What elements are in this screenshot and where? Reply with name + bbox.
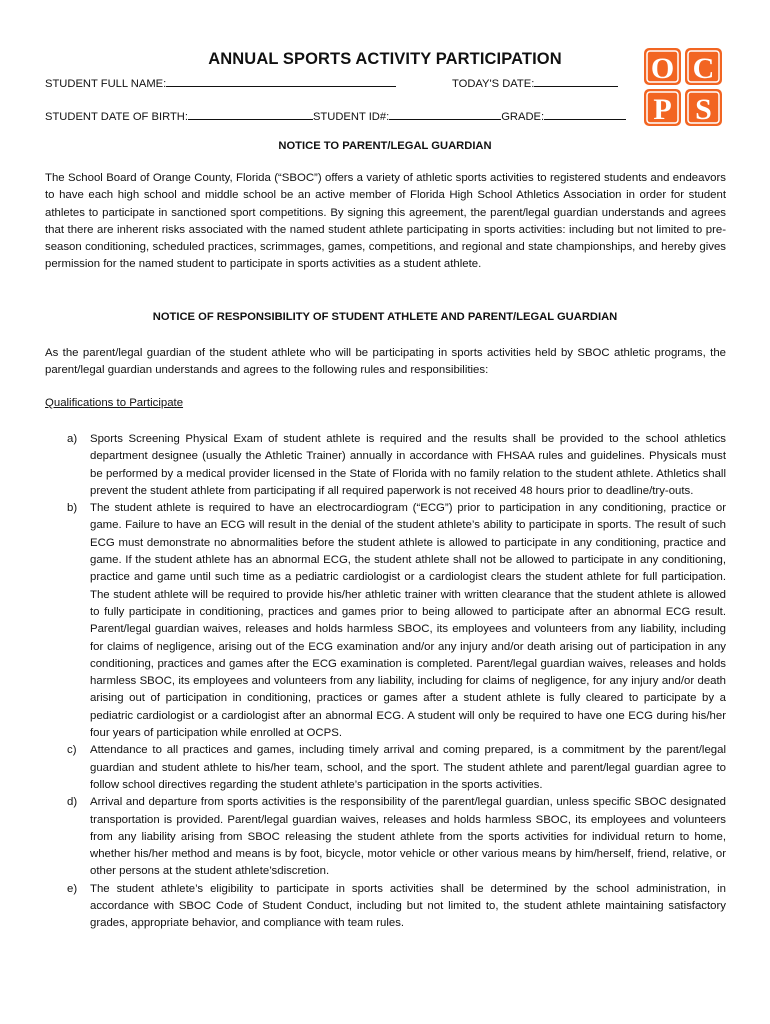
- dob-label: STUDENT DATE OF BIRTH:: [45, 111, 188, 123]
- student-id-input[interactable]: [389, 107, 501, 120]
- todays-date-row: [452, 74, 618, 90]
- grade-label: GRADE:: [501, 111, 545, 123]
- dob-row: [45, 107, 626, 123]
- list-item: [45, 881, 726, 933]
- notice-parent-body: The School Board of Orange County, Florida (“SBOC”) offers a variety of athletic sports activities to registered students and endeavors to have each high school and middle school be an active member of Florida High School Athletics Association in order for student athletes to participate in sanctioned sport competitions. By signing this agreement, the parent/legal guardian understands and agrees that there are inherent risks associated with the named student athlete participating in sports activities: including but not limited to pre-season conditioning, scheduled practices, scrimmages, games, competitions, and regional and state championships, and hereby gives permission for the named student to participate in sports activities as a student athlete.: [45, 172, 726, 271]
- list-marker: d): [67, 796, 78, 809]
- list-item: [45, 742, 726, 794]
- list-marker: c): [67, 744, 77, 757]
- todays-date-input[interactable]: [534, 74, 618, 87]
- student-id-label: STUDENT ID#:: [312, 111, 390, 123]
- list-marker: a): [67, 433, 78, 445]
- svg-text:P: P: [653, 93, 672, 126]
- qualifications-list: [45, 431, 726, 933]
- list-item: [45, 431, 726, 500]
- grade-input[interactable]: [544, 107, 626, 120]
- dob-input[interactable]: [188, 107, 313, 120]
- document-title: ANNUAL SPORTS ACTIVITY PARTICIPATION: [208, 50, 562, 68]
- ocps-logo: [643, 47, 723, 127]
- notice-responsibility-body: As the parent/legal guardian of the student athlete who will be participating in sports activities held by SBOC athletic programs, the parent/legal guardian understands and agrees to the following rules and responsibilities:: [45, 347, 726, 377]
- list-item-text: The student athlete’s eligibility to participate in sports activities shall be determined by the school administration, in accordance with SBOC Code of Student Conduct, including but not limited to, the student athlete maintaining satisfactory grades, appropriate behavior, and compliance with team rules.: [90, 882, 726, 930]
- full-name-label: STUDENT FULL NAME:: [45, 78, 167, 90]
- list-item-text: The student athlete is required to have an electrocardiogram (“ECG”) prior to participation in any conditioning, practice or game. Failure to have an ECG will result in the denial of the student athlete’s ability to participate in sports. The result of such ECG must demonstrate no abnormalities before the student athlete is allowed to participate in any conditioning, practice and game. If the student athlete has an abnormal ECG, the student athlete shall not be allowed to participate in any conditioning, practice and game until such time as a pediatric cardiologist or a cardiologist clears the student athlete for full participation. The student athlete will be required to provide his/her athletic trainer with written clearance that the student athlete is allowed to fully participate in conditioning, practices and games prior to being allowed to participate after an abnormal ECG result. Parent/legal guardian waives, releases and holds harmless SBOC, its employees and volunteers from any liability, including for claims of negligence, arising out of the ECG examination and/or any injury and/or death arising out of participation in any conditioning, practices and games after the ECG examination is completed. Parent/legal guardian waives, releases and holds harmless SBOC, its employees and volunteers from any liability, including for claims of negligence, for any injury and/or death arising out of participation in conditioning, practices or games after a student athlete is fully cleared to participate by a pediatric cardiologist or a cardiologist after an abnormal ECG. A student will only be required to have one ECG during his/her four years of participation while enrolled at OCPS.: [90, 502, 726, 740]
- svg-text:O: O: [650, 52, 675, 85]
- notice-responsibility-heading: NOTICE OF RESPONSIBILITY OF STUDENT ATHLETE AND PARENT/LEGAL GUARDIAN: [152, 311, 618, 323]
- list-item-text: Arrival and departure from sports activities is the responsibility of the parent/legal guardian, unless specific SBOC designated transportation is provided. Parent/legal guardian waives, releases and holds harmless SBOC, its employees and volunteers from any liability arising from SBOC releasing the student athlete from the sports activities for individual return to home, whether his/her method and means is by foot, bicycle, motor vehicle or other various means by him/herself, friend, relative, or other persons at the student athlete’sdiscretion.: [90, 796, 726, 878]
- notice-parent-heading: NOTICE TO PARENT/LEGAL GUARDIAN: [278, 140, 492, 152]
- list-marker: b): [67, 502, 78, 515]
- full-name-input[interactable]: [166, 74, 396, 87]
- logo-tile-c: [685, 48, 722, 85]
- list-item-text: Attendance to all practices and games, including timely arrival and coming prepared, is a commitment by the parent/legal guardian and student athlete to his/her team, school, and the sport. The student athlete and parent/legal guardian agree to follow school directives regarding the student athlete’s participation in the sports activities.: [90, 744, 726, 791]
- svg-text:S: S: [695, 93, 712, 126]
- full-name-row: [45, 74, 396, 90]
- list-item: [45, 794, 726, 880]
- todays-date-label: TODAY'S DATE:: [452, 78, 535, 90]
- logo-tile-s: [685, 89, 722, 126]
- list-item: [45, 500, 726, 742]
- list-item-text: Sports Screening Physical Exam of student athlete is required and the results shall be provided to the school athletics department designee (usually the Athletic Trainer) annually in accordance with FHSAA rules and guidelines. Physicals must be performed by a medical provider licensed in the State of Florida with no family relation to the student athlete. Athletics shall prevent the student athlete from participating if all required paperwork is not received 48 hours prior to deadline/try-outs.: [90, 433, 726, 497]
- qualifications-heading: Qualifications to Participate: [45, 397, 184, 409]
- logo-tile-p: [644, 89, 681, 126]
- list-marker: e): [67, 882, 78, 895]
- logo-tile-o: [644, 48, 681, 85]
- svg-text:C: C: [692, 52, 715, 85]
